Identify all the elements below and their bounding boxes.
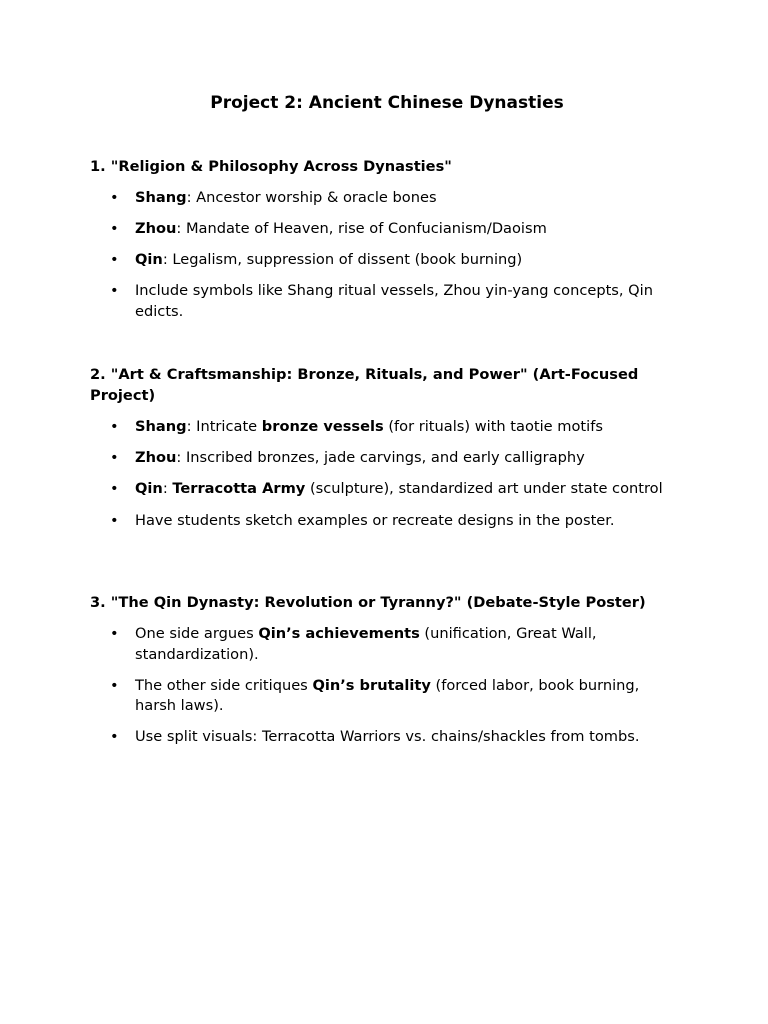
- dynasty-name: Shang: [135, 417, 187, 435]
- item-emphasis: Qin’s brutality: [312, 676, 431, 694]
- list-item: [90, 281, 680, 322]
- item-text: (unification, Great Wall, standardization).: [135, 625, 597, 663]
- bullet-dot-icon: •: [110, 676, 119, 694]
- item-text: Include symbols like Shang ritual vessels, Zhou yin-yang concepts, Qin edicts.: [135, 282, 653, 320]
- item-text: One side argues: [135, 625, 259, 642]
- bullet-dot-icon: •: [110, 220, 119, 237]
- dynasty-name: Qin: [135, 251, 163, 268]
- list-item: [90, 250, 680, 271]
- list-item: [90, 417, 680, 438]
- item-emphasis: Qin’s achievements: [258, 625, 420, 642]
- section-art-craftsmanship: [90, 365, 680, 532]
- dynasty-name: Shang: [135, 189, 187, 206]
- bullet-list: [90, 417, 680, 532]
- bullet-list: [90, 188, 680, 322]
- item-text: : Ancestor worship & oracle bones: [186, 189, 437, 206]
- item-text: Use split visuals: Terracotta Warriors vs. chains/shackles from tombs.: [135, 728, 640, 745]
- list-item: [90, 676, 680, 717]
- section-heading: 1. "Religion & Philosophy Across Dynasties": [90, 158, 452, 175]
- item-text: (forced labor, book burning, harsh laws).: [135, 676, 640, 714]
- list-item: [90, 511, 680, 532]
- bullet-dot-icon: •: [110, 189, 119, 206]
- bullet-dot-icon: •: [110, 728, 119, 745]
- item-text: Have students sketch examples or recreate designs in the poster.: [135, 512, 615, 529]
- dynasty-name: Zhou: [135, 448, 177, 466]
- list-item: [90, 727, 680, 748]
- bullet-dot-icon: •: [110, 251, 119, 268]
- bullet-list: [90, 624, 680, 748]
- item-text: : Legalism, suppression of dissent (book burning): [162, 251, 523, 268]
- bullet-dot-icon: •: [110, 417, 119, 435]
- list-item: [90, 479, 680, 500]
- dynasty-name: Zhou: [135, 220, 177, 237]
- item-text: (sculpture), standardized art under state control: [305, 479, 663, 497]
- item-text: : Mandate of Heaven, rise of Confucianism/Daoism: [176, 220, 547, 237]
- item-text: : Intricate: [186, 417, 262, 435]
- item-emphasis: bronze vessels: [261, 417, 384, 435]
- document-title: Project 2: Ancient Chinese Dynasties: [210, 93, 564, 113]
- bullet-dot-icon: •: [110, 448, 119, 466]
- section-religion-philosophy: [90, 157, 680, 322]
- item-text: (for rituals) with taotie motifs: [383, 417, 603, 435]
- section-qin-debate: [90, 593, 680, 748]
- bullet-dot-icon: •: [110, 625, 119, 642]
- item-text: :: [162, 479, 173, 497]
- list-item: [90, 219, 680, 240]
- bullet-dot-icon: •: [110, 282, 119, 299]
- item-text: : Inscribed bronzes, jade carvings, and early calligraphy: [176, 448, 585, 466]
- dynasty-name: Qin: [135, 479, 163, 497]
- section-heading: 3. "The Qin Dynasty: Revolution or Tyranny?" (Debate-Style Poster): [90, 594, 646, 611]
- list-item: [90, 448, 680, 469]
- bullet-dot-icon: •: [110, 512, 119, 529]
- list-item: [90, 188, 680, 209]
- bullet-dot-icon: •: [110, 479, 119, 497]
- item-text: The other side critiques: [135, 676, 313, 694]
- section-heading: 2. "Art & Craftsmanship: Bronze, Rituals, and Power" (Art-Focused Project): [90, 366, 639, 404]
- item-emphasis: Terracotta Army: [172, 479, 306, 497]
- list-item: [90, 624, 680, 665]
